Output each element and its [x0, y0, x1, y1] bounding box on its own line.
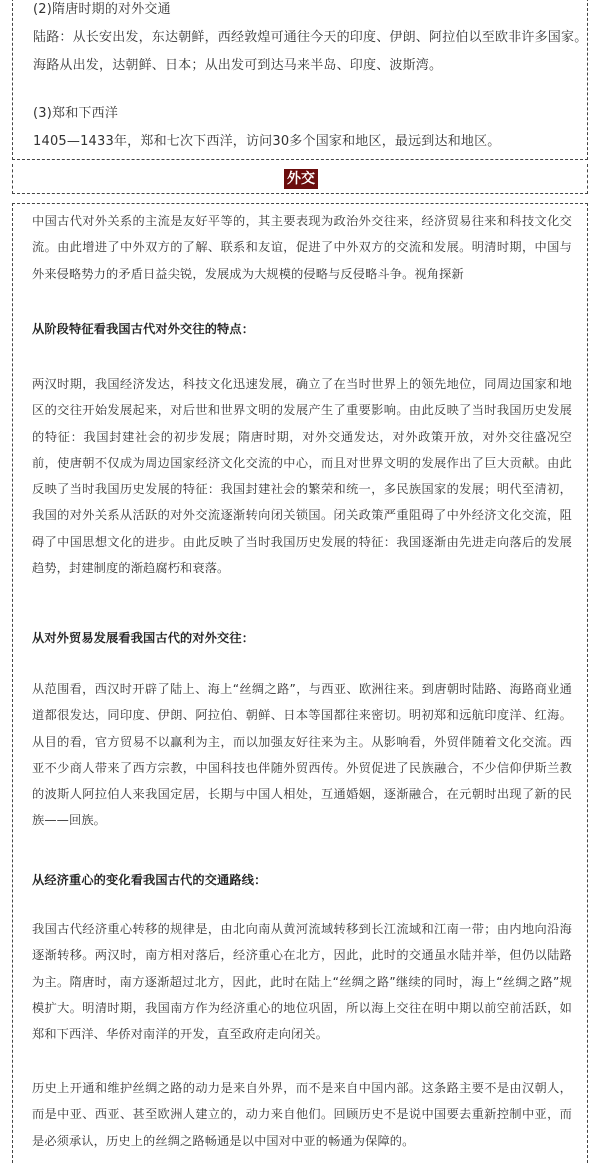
sub-heading-zhenghe: (3)郑和下西洋 — [33, 106, 119, 121]
paragraph: 我国古代经济重心转移的规律是，由北向南从黄河流域转移到长江流域和江南一带；由内地向沿海逐渐转移。两汉时，南方相对落后，经济重心在北方，因此，此时的交通虽水陆并举，但仍以陆路为主。隋唐时，南方逐渐超过北方，因此，此时在陆上“丝绸之路”继续的同时，海上“丝绸之路”规模扩大。明清时期，我国南方作为经济重心的地位巩固，所以海上交往在明中期以前空前活跃，如郑和下西洋、华侨对南洋的开发，直至政府走向闭关。 — [32, 922, 572, 1042]
section-subheading: 从对外贸易发展看我国古代的对外交往： — [32, 631, 255, 645]
section-subheading: 从阶段特征看我国古代对外交往的特点： — [32, 322, 255, 336]
sea-route-text: 海路从出发，达朝鲜、日本；从出发可到达马来半岛、印度、波斯湾。 — [33, 58, 443, 73]
paragraph: 历史上开通和维护丝绸之路的动力是来自外界，而不是来自中国内部。这条路主要不是由汉朝人，而是中亚、西亚、甚至欧洲人建立的，动力来自他们。回顾历史不是说中国要去重新控制中亚，而是必须承认，历史上的丝绸之路畅通是以中国对中亚的畅通为保障的。 — [32, 1081, 572, 1148]
paragraph: 两汉时期，我国经济发达，科技文化迅速发展，确立了在当时世界上的领先地位，同周边国家和地区的交往开始发展起来，对后世和世界文明的发展产生了重要影响。由此反映了当时我国历史发展的特征：我国封建社会的初步发展；隋唐时期，对外交通发达，对外政策开放，对外交往盛况空前，使唐朝不仅成为周边国家经济文化交流的中心，而且对世界文明的发展作出了巨大贡献。由此反映了当时我国历史发展的特征：我国封建社会的繁荣和统一，多民族国家的发展；明代至清初，我国的对外关系从活跃的对外交流逐渐转向闭关锁国。闭关政策严重阻碍了中外经济文化交流，阻碍了中国思想文化的进步。由此反映了当时我国历史发展的特征：我国逐渐由先进走向落后的发展趋势，封建制度的渐趋腐朽和衰落。 — [32, 377, 572, 576]
main-content-box — [12, 203, 588, 1163]
section-heading-row — [12, 164, 588, 194]
intro-paragraph: 中国古代对外关系的主流是友好平等的，其主要表现为政治外交往来，经济贸易往来和科技文化交流。由此增进了中外双方的了解、联系和友谊，促进了中外双方的交流和发展。明清时期，中国与外来侵略势力的矛盾日益尖锐，发展成为大规模的侵略与反侵略斗争。视角探新 — [32, 214, 572, 281]
land-route-text: 陆路：从长安出发，东达朝鲜，西经敦煌可通往今天的印度、伊朗、阿拉伯以至欧非许多国家。 — [33, 30, 588, 45]
section-heading: 外交 — [284, 169, 318, 189]
paragraph: 从范围看，西汉时开辟了陆上、海上“丝绸之路”，与西亚、欧洲往来。到唐朝时陆路、海路商业通道都很发达，同印度、伊朗、阿拉伯、朝鲜、日本等国都往来密切。明初郑和远航印度洋、红海。从目的看，官方贸易不以赢利为主，而以加强友好往来为主。从影响看，外贸伴随着文化交流。西亚不少商人带来了西方宗教，中国科技也伴随外贸西传。外贸促进了民族融合，不少信仰伊斯兰教的波斯人阿拉伯人来我国定居，长期与中国人相处，互通婚姻，逐渐融合，在元朝时出现了新的民族——回族。 — [32, 682, 572, 828]
sub-heading-sui-tang: (2)隋唐时期的对外交通 — [33, 2, 171, 17]
top-section-box — [12, 0, 588, 160]
zhenghe-text: 1405—1433年，郑和七次下西洋，访问30多个国家和地区，最远到达和地区。 — [33, 134, 501, 149]
section-subheading: 从经济重心的变化看我国古代的交通路线： — [32, 873, 267, 887]
